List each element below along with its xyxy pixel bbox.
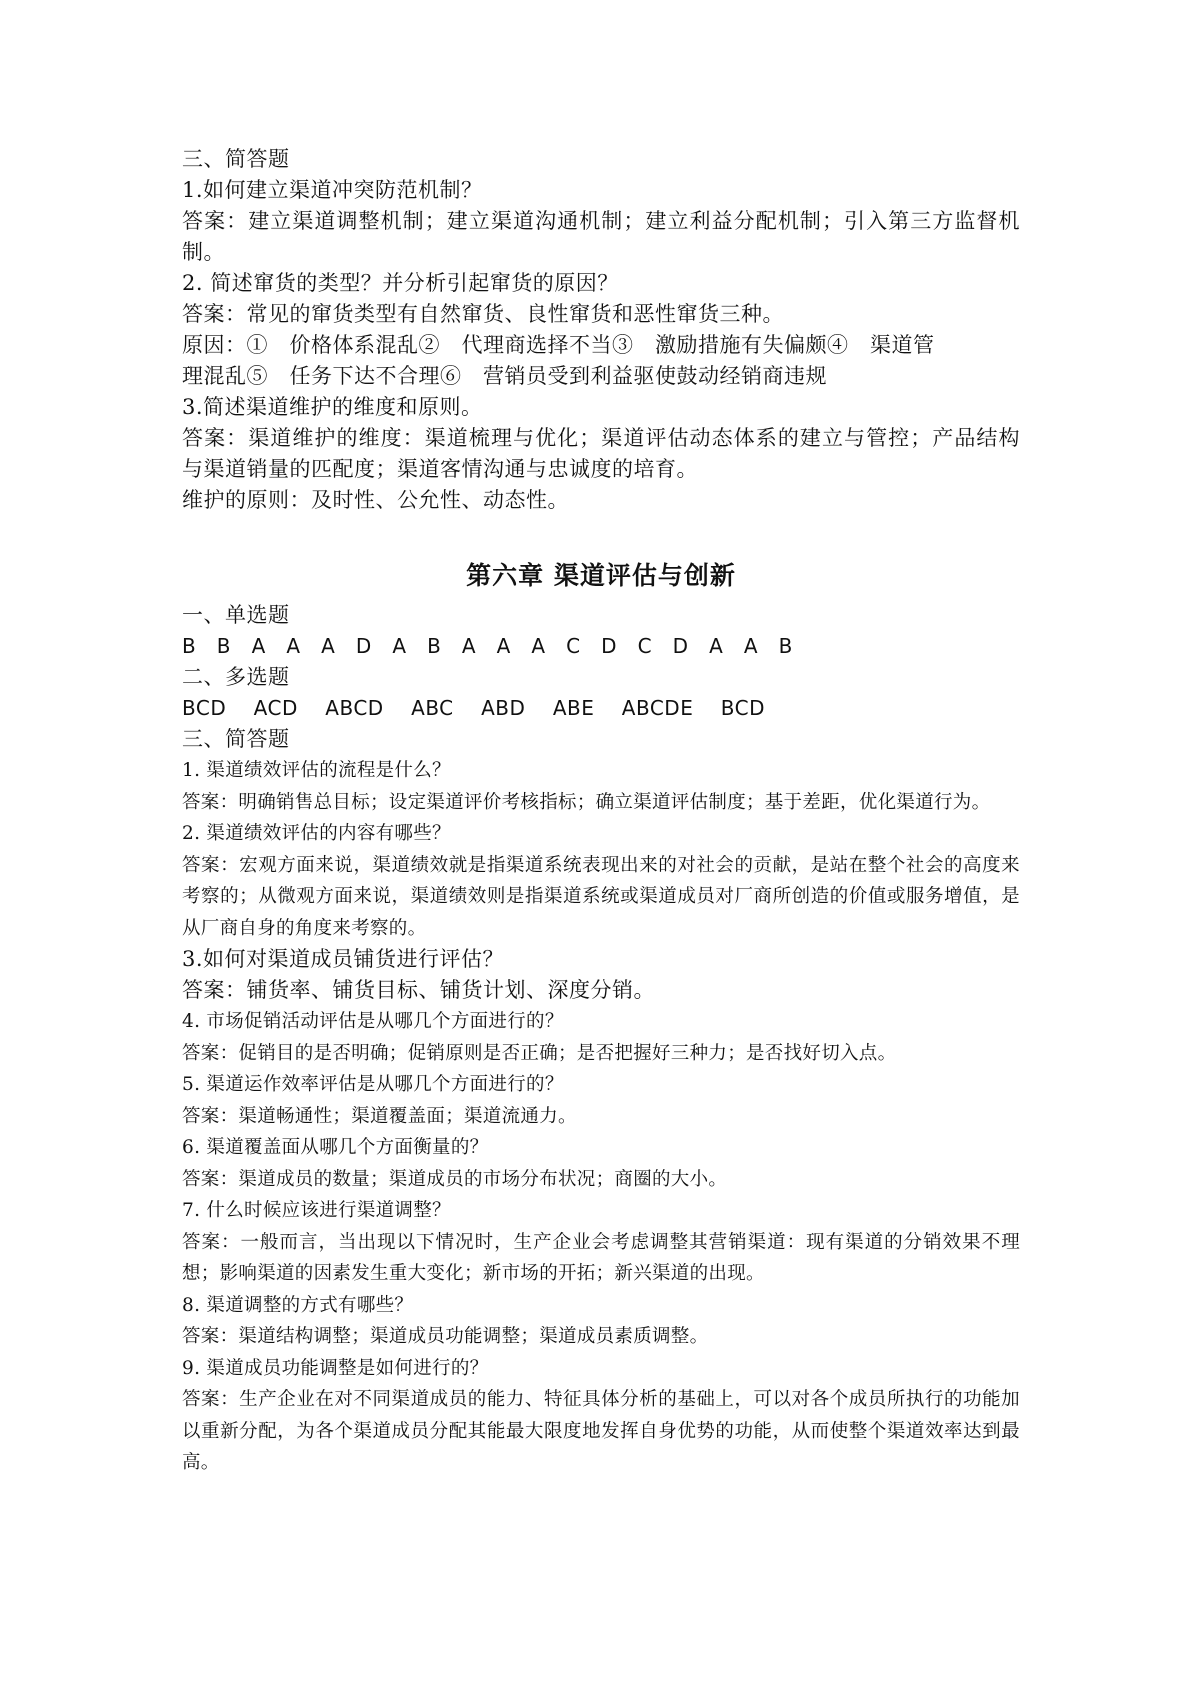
question-text: 1. 渠道绩效评估的流程是什么？ [182,760,451,781]
answer-text: 答案：渠道结构调整；渠道成员功能调整；渠道成员素质调整。 [182,1326,709,1347]
answer-reasons-line: 原因：① 价格体系混乱② 代理商选择不当③ 激励措施有失偏颇④ 渠道管 [182,333,935,357]
single-choice-answers: B B A A A D A B A A A C D C D A A B [182,634,793,658]
answer-text: 答案：宏观方面来说，渠道绩效就是指渠道系统表现出来的对社会的贡献，是站在整个社会的高度来考察的；从微观方面来说，渠道绩效则是指渠道系统或渠道成员对厂商所创造的价值或服务增值，是从厂商自身的角度来考察的。 [182,854,1020,939]
section-heading-short-answer: 三、简答题 [182,147,290,171]
section-heading-single-choice: 一、单选题 [182,603,290,627]
multi-choice-answers: BCD ACD ABCD ABC ABD ABE ABCDE BCD [182,696,765,720]
answer-text: 答案：渠道维护的维度：渠道梳理与优化；渠道评估动态体系的建立与管控；产品结构与渠道销量的匹配度；渠道客情沟通与忠诚度的培育。 [182,426,1020,481]
question-text: 1.如何建立渠道冲突防范机制？ [182,178,483,202]
page-content [182,144,1020,1479]
answer-principles: 维护的原则：及时性、公允性、动态性。 [182,488,569,512]
question-text: 8. 渠道调整的方式有哪些？ [182,1294,414,1316]
answer-text: 答案：明确销售总目标；设定渠道评价考核指标；确立渠道评估制度；基于差距，优化渠道行为。 [182,791,991,813]
answer-text: 答案：建立渠道调整机制；建立渠道沟通机制；建立利益分配机制；引入第三方监督机制。 [182,209,1020,264]
answer-text: 答案：铺货率、铺货目标、铺货计划、深度分销。 [182,978,655,1002]
answer-text: 答案：渠道成员的数量；渠道成员的市场分布状况；商圈的大小。 [182,1168,728,1190]
question-text: 4. 市场促销活动评估是从哪几个方面进行的？ [182,1011,564,1032]
answer-text: 答案：常见的窜货类型有自然窜货、良性窜货和恶性窜货三种。 [182,302,784,326]
question-text: 7. 什么时候应该进行渠道调整？ [182,1200,451,1221]
section-heading-short-answer: 三、简答题 [182,727,290,751]
section-heading-multi-choice: 二、多选题 [182,665,290,689]
answer-reasons-line: 理混乱⑤ 任务下达不合理⑥ 营销员受到利益驱使鼓动经销商违规 [182,364,827,388]
answer-text: 答案：生产企业在对不同渠道成员的能力、特征具体分析的基础上，可以对各个成员所执行的功能加以重新分配，为各个渠道成员分配其能最大限度地发挥自身优势的功能，从而使整个渠道效率达到最高。 [182,1389,1020,1473]
question-text: 3.如何对渠道成员铺货进行评估？ [182,947,505,971]
question-text: 3.简述渠道维护的维度和原则。 [182,395,483,419]
chapter-title: 第六章 渠道评估与创新 [466,561,736,590]
question-text: 5. 渠道运作效率评估是从哪几个方面进行的？ [182,1074,564,1095]
answer-text: 答案：促销目的是否明确；促销原则是否正确；是否把握好三种力；是否找好切入点。 [182,1042,897,1064]
question-text: 2. 简述窜货的类型？并分析引起窜货的原因？ [182,271,619,295]
answer-text: 答案：渠道畅通性；渠道覆盖面；渠道流通力。 [182,1105,577,1127]
question-text: 9. 渠道成员功能调整是如何进行的？ [182,1357,489,1379]
answer-text: 答案：一般而言，当出现以下情况时，生产企业会考虑调整其营销渠道：现有渠道的分销效果不理想；影响渠道的因素发生重大变化；新市场的开拓；新兴渠道的出现。 [182,1231,1020,1284]
question-text: 6. 渠道覆盖面从哪几个方面衡量的？ [182,1137,489,1158]
question-text: 2. 渠道绩效评估的内容有哪些？ [182,823,451,844]
